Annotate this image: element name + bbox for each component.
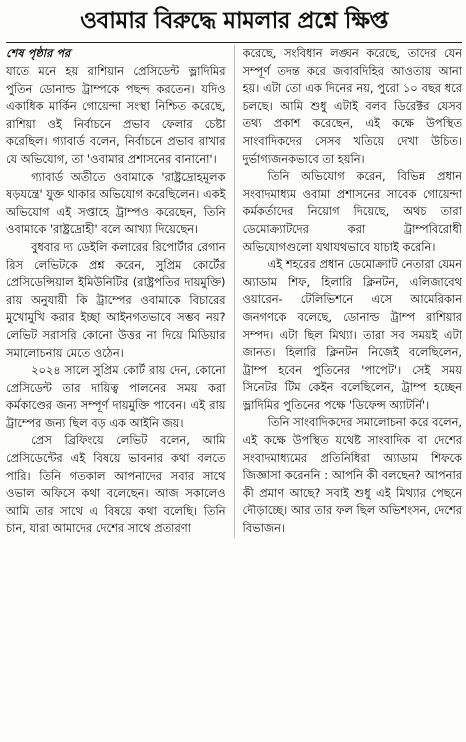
- headline-rule: [6, 42, 462, 43]
- paragraph: যাতে মনে হয় রাশিয়ান প্রেসিডেন্ট ভ্লাদিমির পুতিন ডোনাল্ড ট্রাম্পকে পছন্দ করতেন। যদিও একাধিক মার্কিন গোয়েন্দা সংস্থা নিশ্চিত করেছে, রাশিয়া ওই নির্বাচনে প্রভাব ফেলার চেষ্টা করেছিল। গ্যাবার্ড বলেন, নির্বাচনে প্রভাব রাখার যে অভিযোগ, তা 'ওবামার প্রশাসনের বানানো'।: [6, 64, 226, 166]
- paragraph: এই শহরের প্রধান ডেমোক্র্যাট নেতারা যেমন অ্যাডাম শিফ, হিলারি ক্লিনটন, এলিজাবেথ ওয়ারেন- টেলিভিশনে এসে আমেরিকান জনগণকে বলেছে, ডোনাল্ড ট্রাম্প রাশিয়ার সম্পদ। এটা ছিল মিথ্যা। তারা সব সময়ই এটা জানত। হিলারি ক্লিনটন নিজেই বলেছিলেন, ট্রাম্প হবেন পুতিনের 'পাপেট'। সেই সময় সিনেটর টিম কেইন বলেছিলেন, ট্রাম্প হচ্ছেন ভ্লাদিমির পুতিনের পক্ষে 'ডিফেন্স অ্যাটর্নি'।: [242, 257, 463, 412]
- column-divider: [234, 45, 235, 538]
- left-column: [6, 45, 226, 538]
- right-column: [243, 45, 463, 538]
- paragraph: গ্যাবার্ড অতীতে ওবামাকে 'রাষ্ট্রদ্রোহমূলক ষড়যন্ত্রে' যুক্ত থাকার অভিযোগ করেছিলেন। একই অভিযোগ এই সপ্তাহে ট্রাম্পও করেছেন, তিনি ওবামাকে 'রাষ্ট্রদ্রোহী' বলে আখ্যা দিয়েছেন।: [6, 169, 226, 237]
- paragraph: বুধবার দ্য ডেইলি কলারের রিপোর্টার রেগান রিস লেভিটকে প্রশ্ন করেন, সুপ্রিম কোর্টের প্রেসিডেন্সিয়াল ইমিউনিটির (রাষ্ট্রপতির দায়মুক্তি) রায় অনুযায়ী কি ট্রাম্পের ওবামাকে বিচারের মুখোমুখি করার ইচ্ছা আইনগতভাবে সম্ভব নয়? লেভিট সরাসরি কোনো উত্তর না দিয়ে মিডিয়ার সমালোচনায় মেতে ওঠেন।: [6, 239, 226, 360]
- paragraph: তিনি সাংবাদিকদের সমালোচনা করে বলেন, এই কক্ষে উপস্থিত যথেষ্ট সাংবাদিক বা দেশের সংবাদমাধ্যমের প্রতিনিধিরা অ্যাডাম শিফকে জিজ্ঞাসা করেননি : আপনি কী বলছেন? আপনার কী প্রমাণ আছে? সবাই শুধু এই মিথ্যার পেছনে দৌড়াচ্ছে। আর তার ফল ছিল অভিশংসন, দেশের বিভাজন।: [242, 415, 463, 536]
- continued-label: শেষ পৃষ্ঠার পর: [6, 46, 71, 60]
- paragraph: প্রেস ব্রিফিংয়ে লেভিট বলেন, আমি প্রেসিডেন্টের এই বিষয়ে ভাবনার কথা বলতে পারি। তিনি গতকাল আপনাদের সবার সাথে ওভাল অফিসে কথা বলেছেন। আজ সকালেও আমি তার সাথে এ বিষয়ে কথা বলেছি। তিনি চান, যারা আমাদের দেশের সাথে প্রতারণা: [6, 433, 226, 536]
- article-body: [6, 45, 462, 538]
- paragraph: তিনি অভিযোগ করেন, বিভিন্ন প্রধান সংবাদমাধ্যম ওবামা প্রশাসনের সাবেক গোয়েন্দা কর্মকর্তাদের নিয়োগ দিয়েছে, অথচ তারা ডেমোক্র্যাটদের করা ট্রাম্পবিরোধী অভিযোগগুলো যথাযথভাবে যাচাই করেনি।: [242, 169, 463, 254]
- headline: ওবামার বিরুদ্ধে মামলার প্রশ্নে ক্ষিপ্ত: [80, 8, 388, 34]
- paragraph: ২০২৪ সালে সুপ্রিম কোর্ট রায় দেন, কোনো প্রেসিডেন্ট তার দায়িত্ব পালনের সময় করা কর্মকাণ্ডের জন্য সম্পূর্ণ দায়মুক্তি পাবেন। এই রায় ট্রাম্পের জন্য ছিল বড় এক আইনি জয়।: [6, 363, 226, 430]
- paragraph: করেছে, সংবিধান লঙ্ঘন করেছে, তাদের যেন সম্পূর্ণ তদন্ত করে জবাবদিহির আওতায় আনা হয়। এটা তো এক দিনের নয়, পুরো ১০ বছর ধরে চলছে। আমি শুধু এটাই বলব ডিরেক্টর যেসব তথ্য প্রকাশ করেছেন, এই কক্ষে উপস্থিত সাংবাদিকদের সেসব খতিয়ে দেখা উচিত। দুর্ভাগ্যজনকভাবে তা হয়নি।: [242, 46, 463, 166]
